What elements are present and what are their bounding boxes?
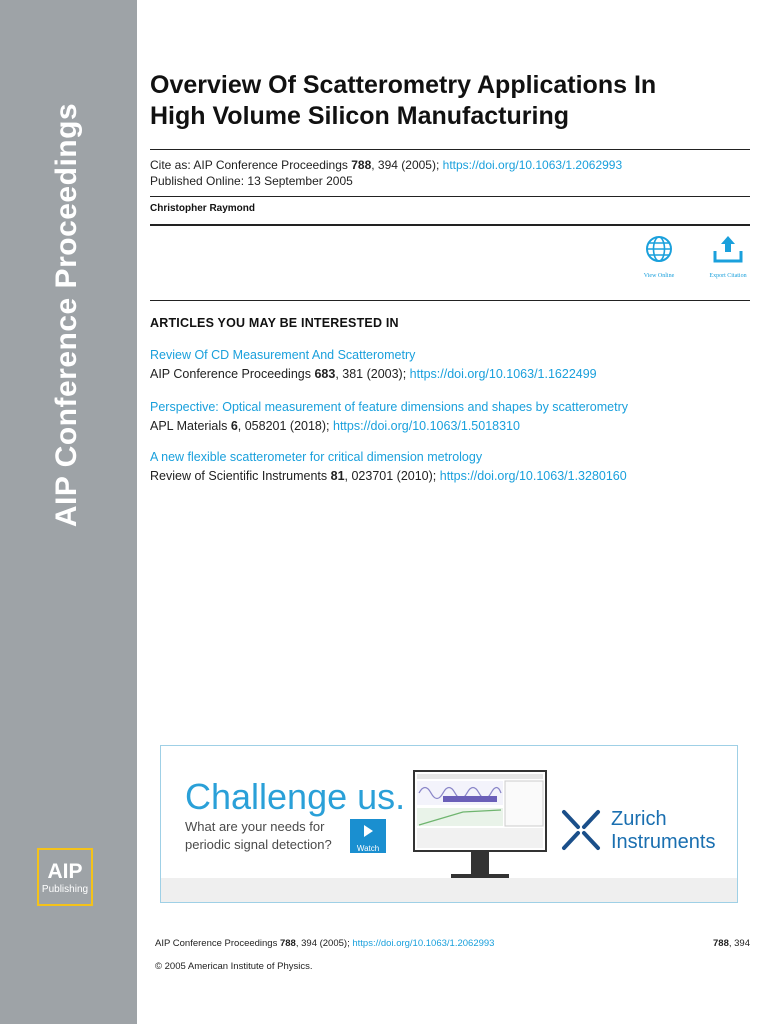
globe-icon: [644, 234, 674, 264]
cite-rest: , 394 (2005);: [371, 158, 443, 172]
monitor-illustration: [413, 770, 549, 882]
related-article: [150, 398, 750, 436]
related-heading: ARTICLES YOU MAY BE INTERESTED IN: [150, 316, 399, 330]
related-article: [150, 346, 750, 384]
related-doi-link[interactable]: https://doi.org/10.1063/1.5018310: [333, 419, 520, 433]
divider: [150, 224, 750, 226]
cite-volume: 788: [351, 158, 372, 172]
related-article-title[interactable]: Review Of CD Measurement And Scatterometry: [150, 348, 416, 362]
sidebar: [0, 0, 137, 1024]
ad-subtext-line: What are your needs for: [185, 819, 325, 834]
footer-cite-prefix: AIP Conference Proceedings: [155, 938, 280, 949]
citation-block: [150, 157, 622, 189]
footer-page-rest: , 394: [728, 938, 750, 949]
view-online-label: View Online: [643, 273, 675, 279]
logo-bottom-text: Publishing: [41, 884, 89, 895]
divider: [150, 196, 750, 197]
ad-headline: Challenge us.: [185, 776, 406, 817]
zurich-instruments-logo-icon: [561, 809, 601, 851]
brand-name: [611, 808, 715, 854]
related-journal: AIP Conference Proceedings: [150, 367, 315, 381]
paper-title: [150, 70, 750, 132]
export-citation-button[interactable]: [698, 234, 758, 279]
watch-button[interactable]: [350, 819, 386, 853]
footer-page-volume: 788: [713, 938, 729, 949]
related-rest: , 381 (2003);: [335, 367, 410, 381]
footer-cite-rest: , 394 (2005);: [295, 938, 353, 949]
related-journal: Review of Scientific Instruments: [150, 469, 331, 483]
ad-subtext-line: periodic signal detection?: [185, 837, 332, 852]
related-article-title[interactable]: A new flexible scatterometer for critical dimension metrology: [150, 450, 483, 464]
title-line-1: Overview Of Scatterometry Applications In: [150, 71, 657, 99]
play-icon: [361, 824, 375, 838]
related-volume: 683: [314, 367, 336, 381]
related-doi-link[interactable]: https://doi.org/10.1063/1.1622499: [409, 367, 597, 381]
brand-line: Zurich: [611, 808, 667, 830]
related-rest: , 058201 (2018);: [237, 419, 333, 433]
export-icon: [712, 234, 744, 264]
copyright: © 2005 American Institute of Physics.: [155, 961, 313, 972]
divider: [150, 300, 750, 301]
ad-subtext: [185, 818, 332, 854]
footer-doi-link[interactable]: https://doi.org/10.1063/1.2062993: [352, 938, 495, 949]
view-online-button[interactable]: [629, 234, 689, 279]
published-date: Published Online: 13 September 2005: [150, 174, 353, 188]
logo-top-text: AIP: [47, 860, 83, 883]
footer-citation: [155, 938, 494, 949]
cite-prefix: Cite as: AIP Conference Proceedings: [150, 158, 352, 172]
related-article-title[interactable]: Perspective: Optical measurement of feature dimensions and shapes by scatterometry: [150, 400, 629, 414]
cite-doi-link[interactable]: https://doi.org/10.1063/1.2062993: [442, 158, 623, 172]
related-volume: 6: [230, 419, 238, 433]
aip-publishing-logo[interactable]: [37, 848, 93, 906]
related-doi-link[interactable]: https://doi.org/10.1063/1.3280160: [439, 469, 627, 483]
related-article: [150, 448, 750, 486]
title-line-2: High Volume Silicon Manufacturing: [150, 102, 569, 130]
related-volume: 81: [330, 469, 345, 483]
brand-line: Instruments: [611, 831, 716, 853]
related-rest: , 023701 (2010);: [344, 469, 440, 483]
footer-cite-volume: 788: [279, 938, 296, 949]
watch-label: Watch: [356, 844, 380, 853]
footer-page-ref: [713, 938, 750, 949]
author-name[interactable]: Christopher Raymond: [150, 203, 256, 214]
advertisement-banner[interactable]: [160, 745, 738, 903]
related-journal: APL Materials: [150, 419, 231, 433]
export-citation-label: Export Citation: [709, 273, 747, 279]
divider: [150, 149, 750, 150]
journal-name-vertical: AIP Conference Proceedings: [50, 102, 83, 528]
